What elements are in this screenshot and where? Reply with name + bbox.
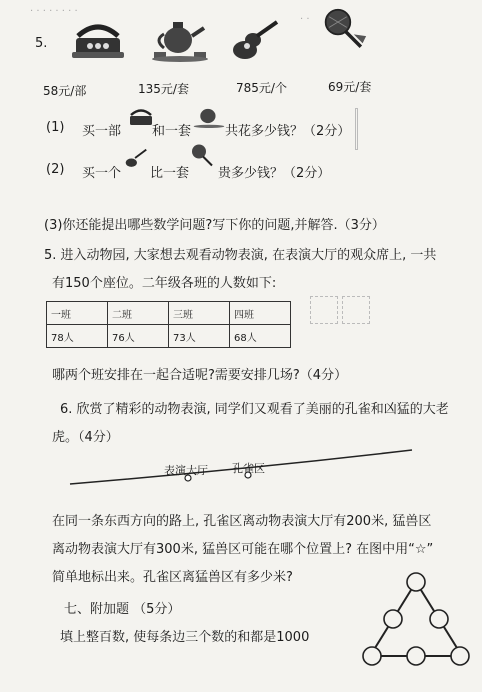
table-row bbox=[47, 302, 291, 325]
phone-icon bbox=[68, 18, 128, 62]
part2-text-b: 比一套 bbox=[150, 166, 190, 181]
q7-title: 七、附加题 （5分） bbox=[64, 602, 181, 617]
part1-text-a: 买一部 bbox=[82, 124, 122, 139]
q6-text1: 在同一条东西方向的路上, 孔雀区离动物表演大厅有200米, 猛兽区 bbox=[52, 514, 432, 529]
guitar-icon bbox=[122, 146, 150, 170]
part2-text-c: 贵多少钱？（2分） bbox=[218, 166, 331, 181]
part2-number: (2) bbox=[46, 162, 65, 177]
zoo-question: 哪两个班安排在一起合适呢?需要安排几场?（4分） bbox=[52, 368, 348, 383]
part2-text-a: 买一个 bbox=[82, 166, 122, 181]
price-badminton: 69元/套 bbox=[328, 80, 372, 94]
answer-box bbox=[342, 296, 370, 324]
zoo-question-line1: 5. 进入动物园, 大家想去观看动物表演, 在表演大厅的观众席上, 一共 bbox=[44, 248, 437, 263]
answer-box bbox=[310, 296, 338, 324]
triangle-diagram bbox=[360, 568, 472, 672]
part1-number: (1) bbox=[46, 120, 65, 135]
class-size-table bbox=[46, 301, 291, 348]
q7-text: 填上整百数, 使每条边三个数的和都是1000 bbox=[60, 630, 310, 645]
q6-line1: 6. 欣赏了精彩的动物表演, 同学们又观看了美丽的孔雀和凶猛的大老 bbox=[60, 402, 449, 417]
table-cell: 73人 bbox=[169, 325, 230, 348]
part1-text-c: 共花多少钱？（2分） bbox=[225, 124, 351, 139]
guitar-icon bbox=[225, 18, 285, 62]
triangle-circle bbox=[451, 647, 469, 665]
table-header: 一班 bbox=[47, 302, 108, 325]
price-tea-set: 135元/套 bbox=[138, 82, 189, 96]
badminton-icon bbox=[188, 140, 218, 172]
badminton-icon bbox=[315, 8, 375, 52]
tea-set-icon bbox=[150, 18, 210, 62]
zoo-question-line2: 有150个座位。二年级各班的人数如下: bbox=[52, 276, 277, 291]
table-row bbox=[47, 325, 291, 348]
part1-text-b: 和一套 bbox=[152, 124, 192, 139]
question-number: 5. bbox=[35, 36, 48, 51]
price-guitar: 785元/个 bbox=[236, 81, 287, 95]
answer-box bbox=[355, 108, 358, 150]
tea-set-icon bbox=[192, 104, 226, 128]
triangle-circle bbox=[430, 610, 448, 628]
q6-line2: 虎。（4分） bbox=[52, 430, 119, 445]
table-header: 四班 bbox=[230, 302, 291, 325]
label-hall: 表演大厅 bbox=[164, 464, 208, 477]
table-header: 二班 bbox=[108, 302, 169, 325]
table-cell: 76人 bbox=[108, 325, 169, 348]
table-header: 三班 bbox=[169, 302, 230, 325]
table-cell: 78人 bbox=[47, 325, 108, 348]
q6-text3: 简单地标出来。孔雀区离猛兽区有多少米? bbox=[52, 570, 293, 585]
triangle-circle bbox=[363, 647, 381, 665]
triangle-circle bbox=[407, 647, 425, 665]
price-phone: 58元/部 bbox=[43, 84, 87, 98]
triangle-circle bbox=[384, 610, 402, 628]
table-cell: 68人 bbox=[230, 325, 291, 348]
label-peacock: 孔雀区 bbox=[232, 462, 265, 475]
triangle-circle bbox=[407, 573, 425, 591]
part3-text: (3)你还能提出哪些数学问题?写下你的问题,并解答.（3分） bbox=[44, 218, 385, 233]
q6-text2: 离动物表演大厅有300米, 猛兽区可能在哪个位置上? 在图中用“☆” bbox=[52, 542, 434, 557]
